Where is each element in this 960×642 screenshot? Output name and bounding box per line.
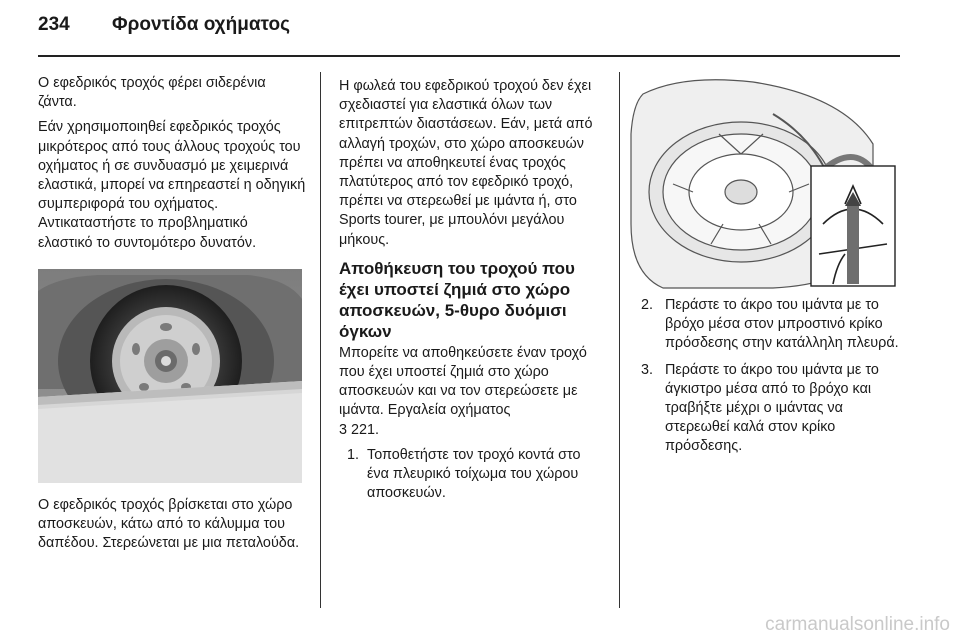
page-reference-glyph: 3: [339, 421, 348, 438]
column-divider-2: [619, 72, 620, 608]
watermark-logo: carmanualsonline.info: [765, 614, 950, 635]
paragraph-storing-damaged-wheel: Μπορείτε να αποθηκεύσετε έναν τροχό που έχει υποστεί ζημιά στο χώρο αποσκευών και να τον στερεώσετε με ιμάντα. Εργαλεία οχήματος 3 221.: [339, 344, 587, 438]
figure-caption: Ο εφεδρικός τροχός βρίσκεται στο χώρο αποσκευών, κάτω από το κάλυμμα του δαπέδου. Στερεώνεται με μια πεταλούδα.: [38, 497, 300, 552]
paragraph-steel-rim: Ο εφεδρικός τροχός φέρει σιδερένια ζάντα.: [38, 75, 266, 111]
header-rule: [38, 55, 900, 57]
steps-list-2: [641, 296, 903, 457]
steps-list-1: [339, 446, 605, 504]
tie-down-illustration: [623, 74, 901, 290]
list-item: 3. Περάστε το άκρο του ιμάντα με το άγκιστρο μέσα από το βρόχο και τραβήξτε μέχρι ο ιμάντας να στερεωθεί καλά στον κρίκο πρόσδεσης.: [641, 361, 879, 455]
figure-strap-tie-down: [623, 74, 901, 290]
spare-wheel-illustration: [38, 269, 302, 483]
paragraph-wheel-well: Η φωλεά του εφεδρικού τροχού δεν έχει σχεδιαστεί για ελαστικά όλων των επιτρεπτών διαστάσεων. Εάν, μετά από αλλαγή τροχών, στο χώρο αποσκευών πρέπει να αποθηκευτεί ένας τροχός πλατύτερος από τον εφεδρικό τροχό, πρέπει να στερεωθεί με ιμάντα ή, στο Sports tourer, με μπουλόνι μεγάλου μήκους.: [339, 78, 593, 248]
page-reference: 221.: [351, 421, 380, 438]
page-header: [38, 14, 900, 50]
list-item: 1. Τοποθετήστε τον τροχό κοντά στο ένα πλευρικό τοίχωμα του χώρου αποσκευών.: [347, 446, 581, 502]
paragraph-spare-warning: Εάν χρησιμοποιηθεί εφεδρικός τροχός μικρότερος από τους άλλους τροχούς του οχήματος ή σε συνδυασμό με χειμερινά ελαστικά, μπορεί να επηρεαστεί η οδηγική συμπεριφορά του οχήματος. Αντικαταστήστε το προβληματικό ελαστικό το συντομότερο δυνατόν.: [38, 119, 306, 251]
column-left: [38, 74, 306, 259]
column-middle: [339, 77, 605, 510]
figure-caption-block: [38, 496, 306, 560]
section-heading: Αποθήκευση του τροχού που έχει υποστεί ζημιά στο χώρο αποσκευών, 5-θυρο δυόμισι όγκων: [339, 258, 575, 341]
page-title: Φροντίδα οχήματος: [112, 14, 290, 35]
figure-spare-wheel-well: [38, 269, 302, 483]
column-divider-1: [320, 72, 321, 608]
list-item: 2. Περάστε το άκρο του ιμάντα με το βρόχο μέσα στον μπροστινό κρίκο πρόσδεσης στην κατάλληλη πλευρά.: [641, 297, 899, 352]
column-right: [641, 296, 903, 464]
page-number: 234: [38, 14, 70, 35]
